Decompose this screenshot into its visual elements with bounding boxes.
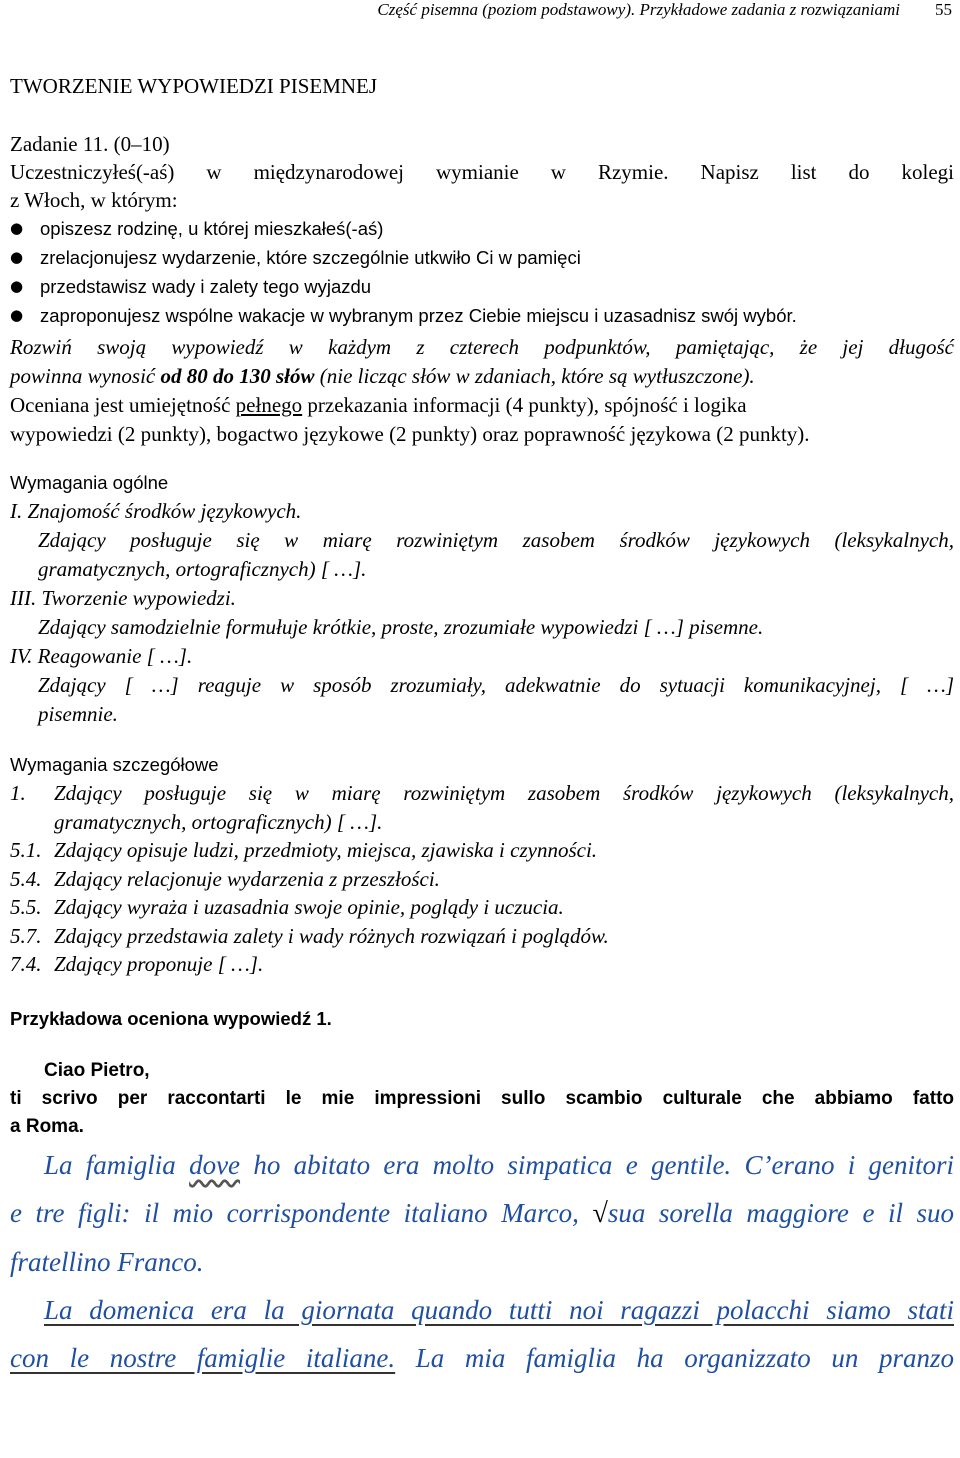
list-item: 7.4. Zdający proponuje [ …]. [10,952,264,976]
word-limit: od 80 do 130 słów [160,364,315,388]
bullet-icon: ● [10,306,24,324]
instruction-line: Rozwiń swoją wypowiedź w każdym z czterech podpunktów, pamiętając, że jej długość [10,335,954,359]
main-content [10,72,954,1382]
handwritten-answer [10,1141,954,1382]
list-item: 5.5. Zdający wyraża i uzasadnia swoje opinie, poglądy i uczucia. [10,895,564,919]
page-number: 55 [935,0,952,19]
bullet-item: ● zrelacjonujesz wydarzenie, które szczególnie utkwiło Ci w pamięci [10,243,954,272]
list-item: 5.7. Zdający przedstawia zalety i wady różnych rozwiązań i poglądów. [10,923,609,948]
list-item: 5.1. Zdający opisuje ludzi, przedmioty, miejsca, zjawiska i czynności. [10,838,598,862]
page-header [0,0,960,20]
bullet-item: ● przedstawisz wady i zalety tego wyjazdu [10,272,954,301]
instruction-line: wypowiedzi (2 punkty), bogactwo językowe (2 punkty) oraz poprawność językowa (2 punkty). [10,422,810,446]
underlined-sentence: con le nostre famiglie italiane. [10,1342,396,1373]
instruction-line: Oceniana jest umiejętność pełnego przekazania informacji (4 punkty), spójność i logika [10,393,747,417]
bullet-icon: ● [10,248,24,266]
section-title: TWORZENIE WYPOWIEDZI PISEMNEJ [10,74,378,98]
handwritten-line: e tre figli: il mio corrispondente italiano Marco, √sua sorella maggiore e il suo [10,1197,955,1229]
detailed-requirements-heading: Wymagania szczegółowe [10,754,219,775]
letter-bold-line: ti scrivo per raccontarti le mie impressioni sullo scambio culturale che abbiamo fatto [10,1087,954,1109]
bullet-item: ● zaproponujesz wspólne wakacje w wybranym przez Ciebie miejscu i uzasadnisz swój wybór. [10,301,954,330]
checkmark-icon: √ [592,1197,608,1229]
sample-heading: Przykładowa oceniona wypowiedź 1. [10,1007,332,1029]
handwritten-line [10,1286,954,1334]
error-mark: dove [189,1149,241,1180]
sample-letter [10,1057,954,1141]
handwritten-line: fratellino Franco. [10,1246,204,1277]
underlined-word: pełnego [235,393,303,417]
handwritten-line: con le nostre famiglie italiane. La mia famiglia ha organizzato un pranzo [10,1342,954,1373]
bullet-item: ● opiszesz rodzinę, u której mieszkałeś(-aś) [10,214,954,243]
general-requirements-heading: Wymagania ogólne [10,472,169,493]
task-intro-line: z Włoch, w którym: [10,188,178,212]
letter-greeting: Ciao Pietro, [44,1059,150,1081]
list-item: 5.4. Zdający relacjonuje wydarzenia z przeszłości. [10,866,440,891]
bullet-icon: ● [10,277,24,295]
general-requirement: I. Znajomość środków językowych. Zdający posługuje się w miarę rozwiniętym zasobem środków językowych (leksykalnych, gramatycznych, ortograficznych) [ …]. III. Tworzenie wypowiedzi. Zdający samodzielnie formułuje krótkie, proste, zrozumiałe wypowiedzi [ …] pisemne. IV. Reagowanie [ …]. Zdający [ …] reaguje w sposób zrozumiały, adekwatnie do sytuacji komunikacyjnej, [ …] pisemnie. [10,499,954,726]
header-title: Część pisemna (poziom podstawowy). Przykładowe zadania z rozwiązaniami [377,0,900,19]
task-bullets [10,214,954,330]
handwritten-line: La famiglia dove ho abitato era molto simpatica e gentile. C’erano i genitori [44,1149,954,1180]
letter-bold-line: a Roma. [10,1115,84,1137]
task-intro-line: Uczestniczyłeś(-aś) w międzynarodowej wymianie w Rzymie. Napisz list do kolegi [10,160,954,184]
task-instructions [10,333,954,449]
list-item: 1. Zdający posługuje się w miarę rozwiniętym zasobem środków językowych (leksykalnych, gramatycznych, ortograficznych) [ …]. [10,781,954,834]
instruction-line: powinna wynosić od 80 do 130 słów (nie licząc słów w zdaniach, które są wytłuszczone). [10,364,755,388]
detailed-requirements-list [10,779,954,979]
bullet-icon: ● [10,219,24,237]
task-label: Zadanie 11. (0–10) [10,132,170,156]
underlined-sentence: La domenica era la giornata quando tutti noi ragazzi polacchi siamo stati [44,1294,954,1325]
